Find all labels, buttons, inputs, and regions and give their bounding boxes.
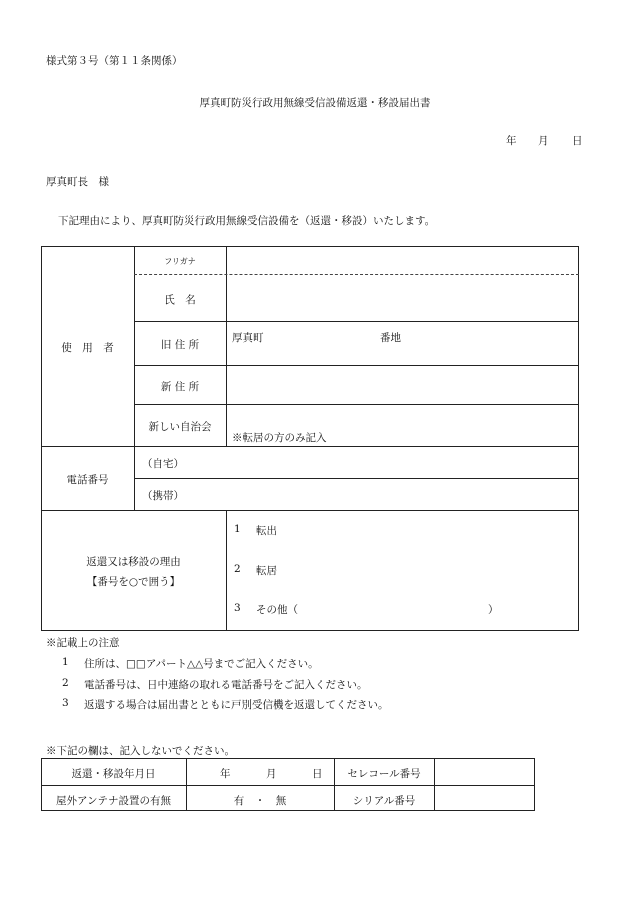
- date-day: 日: [572, 135, 583, 147]
- old-address-label: 旧 住 所: [160, 339, 200, 351]
- reason-1-num[interactable]: 1: [234, 523, 241, 535]
- name-field[interactable]: [227, 275, 578, 321]
- new-address-label: 新 住 所: [160, 381, 200, 393]
- user-label: 使 用 者: [61, 342, 114, 354]
- notes-heading: ※記載上の注意: [46, 637, 120, 649]
- note-3-text: 返還する場合は届出書とともに戸別受信機を返還してください。: [84, 699, 389, 711]
- reason-3-text: その他（: [256, 604, 298, 616]
- association-note: ※転居の方のみ記入: [232, 432, 327, 444]
- form-number: 様式第３号（第１１条関係）: [46, 55, 183, 67]
- antenna-label: 屋外アンテナ設置の有無: [55, 795, 172, 807]
- serial-label: シリアル番号: [352, 795, 416, 807]
- office-date-month: 月: [266, 768, 277, 780]
- furigana-label: フリガナ: [164, 257, 196, 266]
- date-month: 月: [538, 135, 549, 147]
- note-2-num: 2: [62, 677, 69, 689]
- note-1-num: 1: [62, 656, 69, 668]
- addressee: 厚真町長 様: [46, 176, 109, 188]
- old-address-town: 厚真町: [232, 332, 264, 344]
- selcall-label: セレコール番号: [347, 768, 421, 780]
- note-3-num: 3: [62, 697, 69, 709]
- office-date-label: 返還・移設年月日: [71, 768, 156, 780]
- name-label: 氏 名: [164, 294, 196, 306]
- new-association-label: 新しい自治会: [148, 421, 212, 433]
- phone-label: 電話番号: [66, 474, 109, 486]
- reason-label: 返還又は移設の理由: [86, 556, 181, 568]
- intro-text: 下記理由により、厚真町防災行政用無線受信設備を（返還・移設）いたします。: [58, 215, 436, 227]
- reason-2-text: 転居: [256, 565, 277, 577]
- antenna-value: 有 ・ 無: [233, 795, 287, 807]
- reason-1-text: 転出: [256, 525, 277, 537]
- furigana-field[interactable]: [227, 247, 578, 274]
- reason-3-num[interactable]: 3: [234, 602, 241, 614]
- office-heading: ※下記の欄は、記入しないでください。: [46, 745, 235, 757]
- phone-home-label: （自宅）: [142, 458, 184, 470]
- date-year: 年: [506, 135, 517, 147]
- new-address-field[interactable]: [227, 366, 578, 404]
- note-2-text: 電話番号は、日中連絡の取れる電話番号をご記入ください。: [84, 679, 368, 691]
- old-address-banchi: 番地: [380, 332, 401, 344]
- reason-hint: 【番号を○で囲う】: [86, 576, 181, 588]
- phone-mobile-label: （携帯）: [142, 490, 184, 502]
- office-date-day: 日: [312, 768, 323, 780]
- reason-2-num[interactable]: 2: [234, 563, 241, 575]
- form-title: 厚真町防災行政用無線受信設備返還・移設届出書: [199, 97, 431, 109]
- office-date-year: 年: [220, 768, 231, 780]
- note-1-text: 住所は、□□アパート△△号までご記入ください。: [84, 658, 319, 670]
- reason-3-close: ）: [488, 604, 499, 616]
